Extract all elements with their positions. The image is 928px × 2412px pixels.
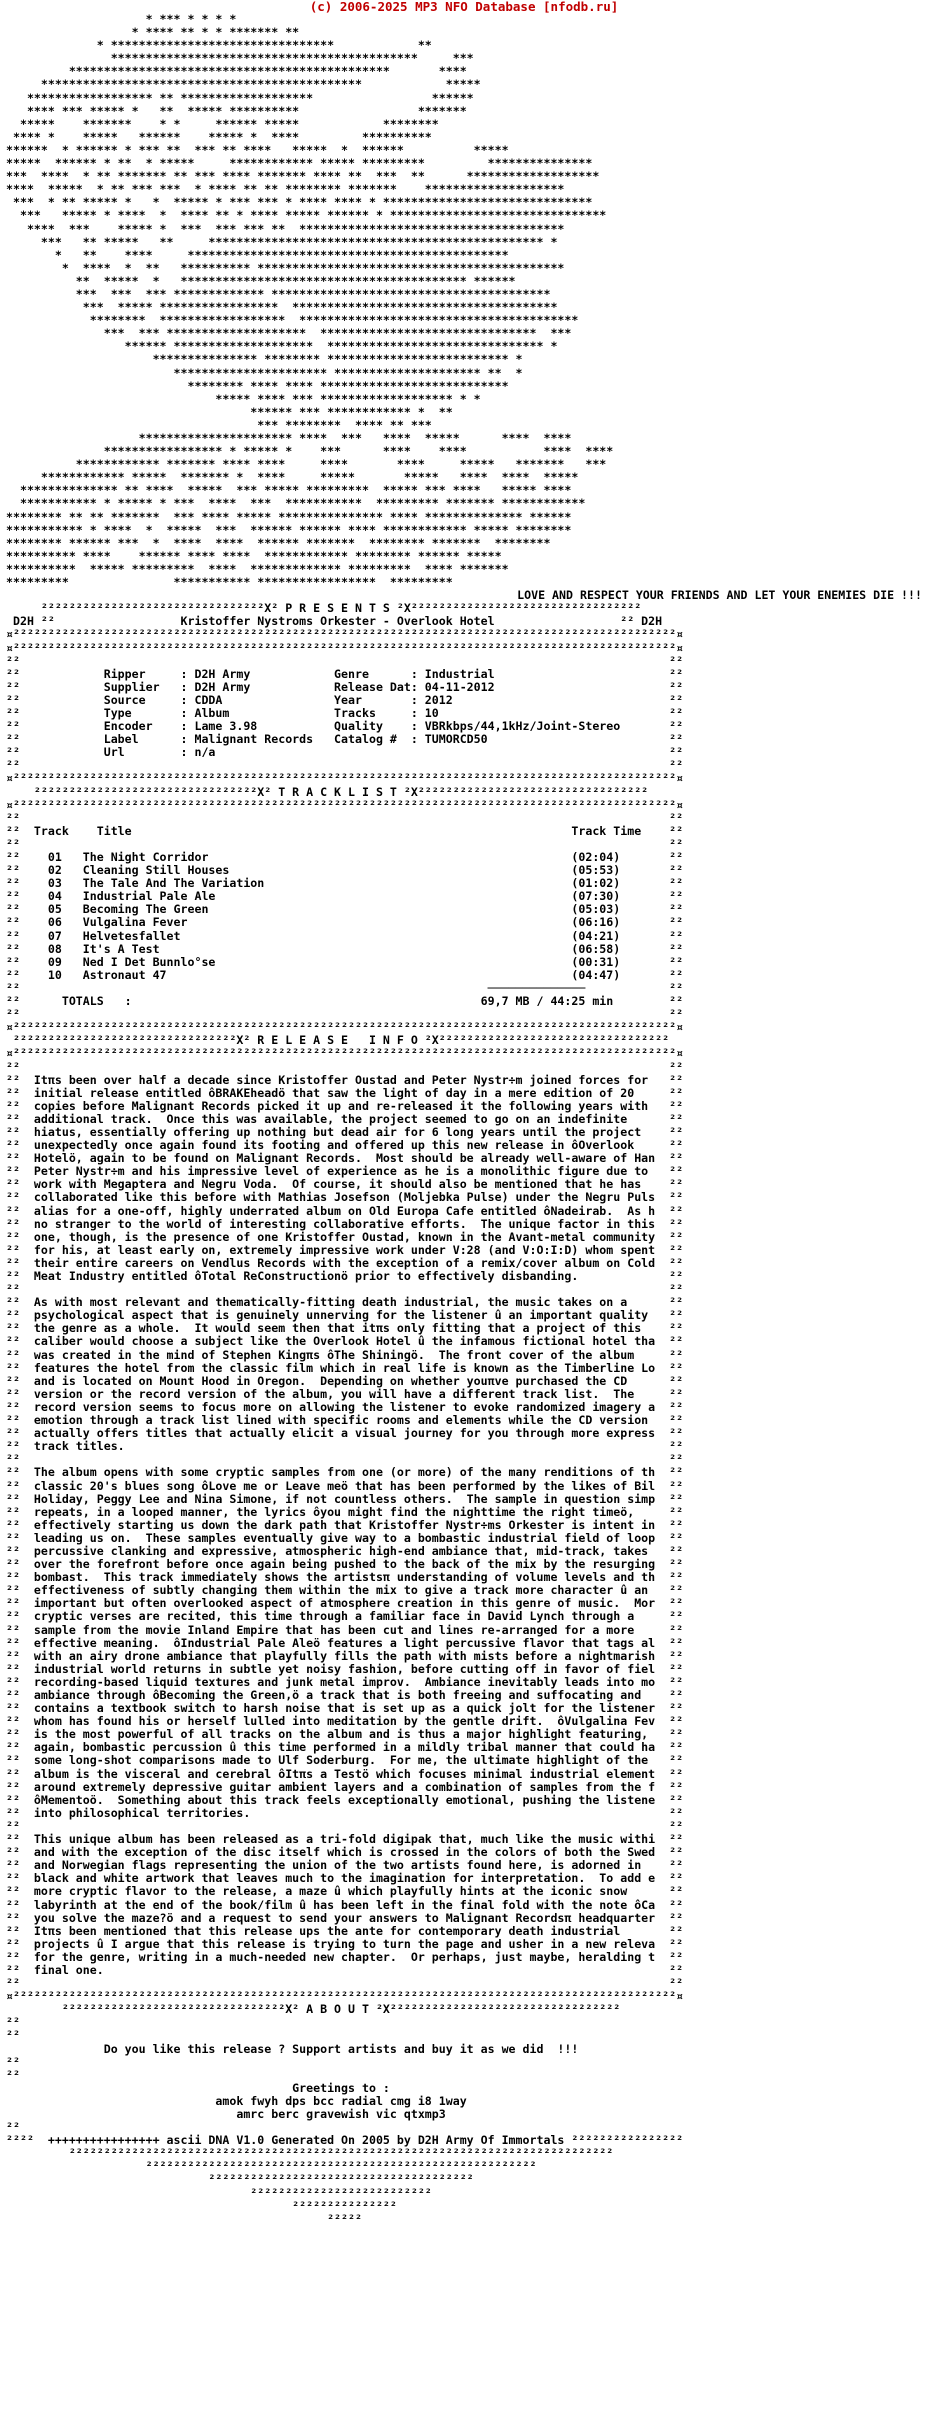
blank-row: ²² [6, 2068, 20, 2082]
ascii-art-line: ********************** **** *** **** ***** **** **** [6, 432, 572, 445]
ascii-art-line: **** *** ***** * ** ***** ********** ******* [6, 104, 467, 118]
ascii-art-line: ********** **** ****** **** **** ************ ******** ****** ***** [6, 549, 502, 563]
ascii-art-line: ********* *********** ***************** ********* [6, 576, 453, 590]
release-info-line: ²² bombast. This track immediately shows the artistsπ understanding of volume levels and th ²² [6, 1571, 684, 1585]
release-info-line: ²² labyrinth at the end of the book/film û has been left in the final fold with the note ôCa ²² [6, 1898, 684, 1912]
release-info-line: ²² ambiance through ôBecoming the Green,ö a track that is both freeing and suffocating and ²² [6, 1689, 684, 1702]
release-info-line: ²² cryptic verses are recited, this time through a familiar face in David Lynch through a ²² [6, 1610, 684, 1624]
track-row: ²² 03 The Tale And The Variation (01:02) ²² [6, 877, 684, 891]
release-info-line: ²² the genre as a whole. It would seem then that itπs only fitting that a project of this ²² [6, 1322, 684, 1336]
release-info-line: ²² final one. ²² [6, 1963, 684, 1977]
ascii-art-line: *** ** ***** ** ************************************************ * [6, 235, 558, 249]
blank-row: ²² ²² [6, 837, 684, 851]
release-info-line: ²² around extremely depressive guitar ambient layers and a combination of samples from the f ²² [6, 1780, 684, 1794]
about-text: Do you like this release ? Support artists and buy it as we did !!! [6, 2042, 684, 2056]
release-info-line: ²² classic 20's blues song ôLove me or Leave meö that has been performed by the likes of Bil ²² [6, 1479, 684, 1493]
release-info-line: ²² industrial world returns in subtle yet noisy fashion, before cutting off in favor of fiel ²² [6, 1662, 684, 1676]
blank-row: ²² ²² [6, 1977, 684, 1991]
track-row: ²² 09 Ned I Det Bunnlo°se (00:31) ²² [6, 955, 684, 969]
release-info-line: ²² Hotelö, again to be found on Malignant Records. Most should be already well-aware of Han ²² [6, 1152, 684, 1166]
ascii-art-line: *** *** *** ************* **************************************** [6, 287, 551, 301]
release-info-line: ²² again, bombastic percussion û this time performed in a mildly tribal manner that could ha ²² [6, 1741, 684, 1755]
ascii-art-line: **** * ***** ****** ***** * **** ********** [6, 130, 432, 144]
release-info-line: ²² more cryptic flavor to the release, a maze û which playfully hints at the iconic snow ²² [6, 1885, 684, 1899]
ascii-art-line: ** ***** * ***************************************** ****** [6, 274, 516, 288]
release-info-line: ²² Itπs been mentioned that this release ups the ante for contemporary death industrial ²² [6, 1924, 684, 1938]
release-info-line: ²² Peter Nystr÷m and his impressive level of experience as he is a monolithic figure due to ²² [6, 1165, 684, 1179]
release-info-line: ²² additional track. Once this was available, the project seemed to go on an indefinite ²² [6, 1112, 684, 1126]
ascii-art-line: **** ***** * ** *** *** * **** ** ** ******** ******* ******************** [6, 183, 565, 197]
release-info-line: ²² ²² [6, 1819, 684, 1833]
release-info-line: ²² contains a textbook switch to harsh noise that is set up as a quick jolt for the listener ²² [6, 1702, 684, 1716]
release-info-line: ²² projects û I argue that this release is trying to turn the page and usher in a new releva ²² [6, 1937, 684, 1951]
ascii-art-line: * *** * * * * [6, 13, 237, 26]
release-info-line: ²² no stranger to the world of interesting collaborative efforts. The unique factor in this ²² [6, 1217, 684, 1231]
ascii-art-line: *** * ** ***** * * ***** * *** *** * **** **** * ****************************** [6, 196, 593, 210]
blank-row: ²² ²² [6, 1008, 684, 1022]
release-info-line: ²² actually offers titles that actually elicit a visual journey for you through more express ²² [6, 1427, 684, 1441]
slogan: LOVE AND RESPECT YOUR FRIENDS AND LET YOUR ENEMIES DIE !!! [517, 589, 922, 603]
release-info-line: ²² black and white artwork that leaves much to the imagination for interpretation. To add e ²² [6, 1872, 684, 1886]
ascii-art-line: ******************************************** *** [6, 52, 474, 66]
release-info-line: ²² version or the record version of the album, you will have a different track list. The ²² [6, 1387, 684, 1401]
greetings-line: amok fwyh dps bcc radial cmg i8 1way [6, 2094, 684, 2108]
release-info-line: ²² with an airy drone ambiance that playfully fills the path with mists before a nightmarish ²² [6, 1649, 684, 1663]
ascii-art-line: ******** ****************** **************************************** [6, 314, 579, 328]
blank-row: ²² [6, 2121, 20, 2135]
release-info-line: ²² for his, at least early on, extremely impressive work under V:28 (and V:O:I:D) whom spent ²² [6, 1243, 684, 1257]
info-row: ²² Encoder : Lame 3.98 Quality : VBRkbps/44,1kHz/Joint-Stereo ²² [6, 720, 684, 734]
ascii-art-line: ************ ******* **** **** **** **** ***** ******* *** [6, 458, 607, 472]
release-info-line: ²² Holiday, Peggy Lee and Nina Simone, if not countless others. The sample in question simp ²² [6, 1492, 684, 1506]
blank-row: ²² ²² [6, 654, 684, 668]
release-title-row: D2H ²² Kristoffer Nystroms Orkester - Overlook Hotel ²² D2H [6, 615, 663, 629]
release-info-line: ²² effective meaning. ôIndustrial Pale Aleö features a light percussive flavor that tags al ²² [6, 1636, 684, 1650]
release-info-line: ²² emotion through a track list lined with specific rooms and elements while the CD version ²² [6, 1414, 684, 1428]
footer-decoration: ²²²²²²²²²²²²²²²²²²²²²²²²²²²²²²²²²²²²²² [6, 2173, 684, 2187]
release-info-line: ²² psychological aspect that is genuinely unnerving for the listener û an important quality ²² [6, 1309, 684, 1323]
totals-row: ²² TOTALS : 69,7 MB / 44:25 min ²² [6, 995, 684, 1009]
release-info-line: ²² record version seems to focus more on allowing the listener to evoke randomized imagery a ²² [6, 1400, 684, 1414]
track-row: ²² 01 The Night Corridor (02:04) ²² [6, 851, 684, 864]
release-info-line: ²² Meat Industry entitled ôTotal ReConstructionö prior to effectively disbanding. ²² [6, 1270, 684, 1283]
release-info-line: ²² ²² [6, 1283, 684, 1297]
ascii-art-line: *** *** ******************** ******************************* *** [6, 327, 572, 341]
frame-inner: ¤²²²²²²²²²²²²²²²²²²²²²²²²²²²²²²²²²²²²²²²²²²²²²²²²²²²²²²²²²²²²²²²²²²²²²²²²²²²²²²²²²²²²²²²²²²²²²²²¤ [6, 641, 684, 655]
ascii-art-line: *** ***** * **** * **** ** * **** ***** ****** * ******************************* [6, 209, 607, 223]
track-row: ²² 08 It's A Test (06:58) ²² [6, 942, 684, 956]
footer-decoration: ²²²²² [6, 2212, 684, 2226]
frame-top: ¤²²²²²²²²²²²²²²²²²²²²²²²²²²²²²²²²²²²²²²²²²²²²²²²²²²²²²²²²²²²²²²²²²²²²²²²²²²²²²²²²²²²²²²²²²²²²²²²¤ [6, 1047, 684, 1061]
blank-row: ²² [6, 2029, 20, 2043]
release-info-line: ²² ôMementoö. Something about this track feels exceptionally emotional, pushing the listene ²² [6, 1793, 684, 1807]
release-info-line: ²² into philosophical territories. ²² [6, 1806, 684, 1820]
release-info-line: ²² was created in the mind of Stephen Kingπs ôThe Shiningö. The front cover of the album ²² [6, 1348, 684, 1362]
ascii-art-line: *********** * ***** * *** **** *** *********** ********* ******* ************ [6, 497, 586, 511]
release-info-line: ²² whom has found his or herself lulled into meditation by the gentle drift. ôVulgalina Fev ²² [6, 1715, 684, 1729]
release-info-line: ²² caliber would choose a subject like the Overlook Hotel û the infamous fictional hotel tha ²² [6, 1335, 684, 1349]
ascii-art-logo [6, 13, 922, 602]
site-header: (c) 2006-2025 MP3 NFO Database [nfodb.ru] [309, 0, 619, 14]
release-info-line: ²² features the hotel from the classic film which in real life is known as the Timberline Lo ²² [6, 1361, 684, 1375]
release-info-line: ²² track titles. ²² [6, 1440, 684, 1454]
release-info-line: ²² initial release entitled ôBRAKEheadö that saw the light of day in a mere edition of 20 ²² [6, 1086, 684, 1100]
frame-bottom: ¤²²²²²²²²²²²²²²²²²²²²²²²²²²²²²²²²²²²²²²²²²²²²²²²²²²²²²²²²²²²²²²²²²²²²²²²²²²²²²²²²²²²²²²²²²²²²²²²¤ [6, 1021, 684, 1035]
ascii-art-line: *************** ******** ************************** * [6, 353, 523, 367]
tracklist-header: ²² Track Title Track Time ²² [6, 824, 684, 838]
frame-bottom: ¤²²²²²²²²²²²²²²²²²²²²²²²²²²²²²²²²²²²²²²²²²²²²²²²²²²²²²²²²²²²²²²²²²²²²²²²²²²²²²²²²²²²²²²²²²²²²²²²¤ [6, 1990, 684, 2004]
release-info-line: ²² important but often overlooked aspect of atmosphere creation in this genre of music. Mor ²² [6, 1597, 684, 1611]
track-row: ²² 04 Industrial Pale Ale (07:30) ²² [6, 890, 684, 904]
ascii-art-line: **** *** ***** * *** *** *** ** ************************************** [6, 222, 565, 236]
ascii-art-line: * ******************************** ** [6, 39, 432, 53]
ascii-art-line: * ** **** ********************************************** [6, 248, 509, 262]
footer-decoration: ²²²²²²²²²²²²²²²²²²²²²²²²²²²²²²²²²²²²²²²²²²²²²²²²²²²²²²²² [6, 2160, 684, 2174]
track-row: ²² 10 Astronaut 47 (04:47) ²² [6, 968, 684, 982]
ascii-art-line: ****************** ** ******************* ****** [6, 91, 474, 105]
track-row: ²² 05 Becoming The Green (05:03) ²² [6, 903, 684, 917]
release-info-line: ²² over the forefront before once again being pushed to the back of the mix by the resurging ²² [6, 1558, 684, 1572]
release-info-line: ²² for the genre, writing in a much-needed new chapter. Or perhaps, just maybe, heralding t ²² [6, 1950, 684, 1964]
track-row: ²² 06 Vulgalina Fever (06:16) ²² [6, 916, 684, 930]
ascii-art-line: *** **** * ** ******* ** *** **** ******* **** ** *** ** ******************* [6, 170, 600, 184]
track-row: ²² 02 Cleaning Still Houses (05:53) ²² [6, 864, 684, 878]
blank-row: ²² ²² [6, 1060, 684, 1074]
separator-row: ²² ────────────── ²² [6, 981, 684, 995]
release-info-line: ²² The album opens with some cryptic samples from one (or more) of the many renditions of th ²² [6, 1466, 684, 1480]
ascii-art-line: * **** * ** ********** ******************************************** [6, 261, 565, 275]
release-info-line: ²² and with the exception of the disc itself which is crossed in the colors of both the Swed ²² [6, 1846, 684, 1860]
ascii-art-line: ************ ***** ******* * **** ***** ***** **** **** ***** [6, 471, 579, 485]
release-info-banner: ²²²²²²²²²²²²²²²²²²²²²²²²²²²²²²²²X² R E L E A S E I N F O ²X²²²²²²²²²²²²²²²²²²²²²²²²²²²²²²²²² [6, 1034, 684, 1048]
ascii-art-line: ********** ***** ********* **** ************* ********* **** ******* [6, 562, 509, 576]
ascii-art-line: ************** ** **** ***** *** ***** ********* ***** *** **** ***** **** [6, 484, 572, 498]
release-info-line: ²² ²² [6, 1453, 684, 1467]
footer-line: ²²²² ++++++++++++++++ ascii DNA V1.0 Generated On 2005 by D2H Army Of Immortals ²²²²²²²²²²²²²²²² [6, 2134, 684, 2148]
release-info-line: ²² effectiveness of subtly changing them within the mix to give a track more character û an ²² [6, 1584, 684, 1598]
info-row: ²² Type : Album Tracks : 10 ²² [6, 706, 684, 720]
info-row: ²² Ripper : D2H Army Genre : Industrial ²² [6, 667, 684, 681]
release-info-line: ²² their entire careers on Vendlus Records with the exception of a remix/cover album on Cold ²² [6, 1256, 684, 1270]
release-info-line: ²² hiatus, essentially offering up nothing but dead air for 6 long years until the project ²² [6, 1125, 684, 1139]
greetings-label: Greetings to : [6, 2081, 684, 2095]
ascii-art-line: ****** *** ************ * ** [6, 405, 453, 419]
release-info-line: ²² collaborated like this before with Mathias Josefson (Moljebka Pulse) under the Negru Puls ²² [6, 1191, 684, 1205]
frame-top: ¤²²²²²²²²²²²²²²²²²²²²²²²²²²²²²²²²²²²²²²²²²²²²²²²²²²²²²²²²²²²²²²²²²²²²²²²²²²²²²²²²²²²²²²²²²²²²²²²¤ [6, 798, 684, 812]
release-info-line: ²² percussive clanking and expressive, atmospheric high-end ambiance that, mid-track, takes ²² [6, 1544, 684, 1558]
track-row: ²² 07 Helvetesfallet (04:21) ²² [6, 929, 684, 943]
release-info-line: ²² sample from the movie Inland Empire that has been cut and lines re-arranged for a more ²² [6, 1623, 684, 1637]
release-info-line: ²² As with most relevant and thematically-fitting death industrial, the music takes on a ²² [6, 1296, 684, 1310]
ascii-art-line: ***** ******* * * ****** ***** ******** [6, 117, 439, 131]
release-info-line: ²² album is the visceral and cerebral ôItπs a Testö which focuses minimal industrial element ²² [6, 1767, 684, 1781]
release-info-line: ²² recording-based liquid textures and junk metal improv. Ambiance inevitably leads into mo ²² [6, 1675, 684, 1689]
info-row: ²² Url : n/a ²² [6, 746, 684, 760]
release-info-line: ²² effectively starting us down the dark path that Kristoffer Nystr÷ms Orkester is intent in ²² [6, 1518, 684, 1532]
release-info-line: ²² you solve the maze?ö and a request to send your answers to Malignant Recordsπ headquarter ²² [6, 1911, 684, 1925]
release-info-line: ²² is the most powerful of all tracks on the album and is thus a major highlight featuring, ²² [6, 1728, 684, 1742]
ascii-art-line: ****** ******************** ******************************* * [6, 340, 558, 354]
ascii-art-line: ***************** * ***** * *** **** **** **** **** [6, 445, 614, 459]
release-info-line: ²² copies before Malignant Records picked it up and re-released it the following years with ²² [6, 1099, 684, 1113]
frame-top: ¤²²²²²²²²²²²²²²²²²²²²²²²²²²²²²²²²²²²²²²²²²²²²²²²²²²²²²²²²²²²²²²²²²²²²²²²²²²²²²²²²²²²²²²²²²²²²²²²¤ [6, 628, 684, 642]
blank-row: ²² ²² [6, 811, 684, 825]
ascii-art-line: *** ******** **** ** *** [6, 418, 432, 432]
ascii-art-line: ******** **** **** *************************** [6, 379, 509, 393]
ascii-art-line: ********************** ********************* ** * [6, 366, 523, 380]
greetings-line: amrc berc gravewish vic qtxmp3 [6, 2108, 684, 2121]
blank-row: ²² [6, 2055, 20, 2069]
frame-bottom: ¤²²²²²²²²²²²²²²²²²²²²²²²²²²²²²²²²²²²²²²²²²²²²²²²²²²²²²²²²²²²²²²²²²²²²²²²²²²²²²²²²²²²²²²²²²²²²²²²¤ [6, 772, 684, 786]
about-banner: ²²²²²²²²²²²²²²²²²²²²²²²²²²²²²²²²X² A B O U T ²X²²²²²²²²²²²²²²²²²²²²²²²²²²²²²²²²² [6, 2003, 684, 2017]
ascii-art-line: ********************************************** ***** [6, 78, 481, 92]
ascii-art-line: ******** ** ** ******* *** **** ***** *************** **** ************** ****** [6, 510, 572, 524]
release-info-line: ²² work with Megaptera and Negru Voda. Of course, it should also be mentioned that he has ²² [6, 1178, 684, 1192]
release-info-line: ²² This unique album has been released as a tri-fold digipak that, much like the music withi ²² [6, 1833, 684, 1847]
release-info-line: ²² Itπs been over half a decade since Kristoffer Oustad and Peter Nystr÷m joined forces for ²² [6, 1073, 684, 1087]
release-info-line: ²² some long-shot comparisons made to Ulf Soderburg. For me, the ultimate highlight of the ²² [6, 1754, 684, 1768]
blank-row: ²² ²² [6, 759, 684, 773]
ascii-art-line: ******** ****** *** * **** **** ****** ******* ******** ******* ******** [6, 536, 551, 550]
release-info-line: ²² leading us on. These samples eventually give way to a bombastic industrial field of loop ²² [6, 1531, 684, 1545]
ascii-art-line: ***** **** *** ******************* * * [6, 392, 481, 406]
release-info-line: ²² repeats, in a looped manner, the lyrics ôyou might find the nighttime the right timeö, ²² [6, 1505, 684, 1519]
ascii-art-line: *** ***** ***************** ************************************** [6, 301, 558, 315]
footer-decoration: ²²²²²²²²²²²²²²²²²²²²²²²²²² [6, 2186, 684, 2200]
ascii-art-line: ***** ****** * ** * ***** ************ ***** ********* *************** [6, 157, 593, 171]
info-row: ²² Source : CDDA Year : 2012 ²² [6, 693, 684, 707]
presents-banner: ²²²²²²²²²²²²²²²²²²²²²²²²²²²²²²²²X² P R E S E N T S ²X²²²²²²²²²²²²²²²²²²²²²²²²²²²²²²²²² [6, 602, 684, 616]
release-info-line: ²² and Norwegian flags representing the union of the two artists found here, is adorned in ²² [6, 1859, 684, 1873]
nfo-document [6, 0, 922, 2226]
release-info-line: ²² and is located on Mount Hood in Oregon. Depending on whether youπve purchased the CD ²² [6, 1374, 684, 1388]
nfo-body [6, 602, 922, 2226]
footer-decoration: ²²²²²²²²²²²²²²² [6, 2199, 684, 2213]
ascii-art-line: * **** ** * * ******* ** [6, 26, 300, 40]
release-info-line: ²² alias for a one-off, highly underrated album on Old Europa Cafe entitled ôNadeirab. As h ²² [6, 1204, 684, 1218]
footer-decoration: ²²²²²²²²²²²²²²²²²²²²²²²²²²²²²²²²²²²²²²²²²²²²²²²²²²²²²²²²²²²²²²²²²²²²²²²²²²²²²² [6, 2147, 684, 2161]
ascii-art-line: *********** * **** * ***** *** ****** ****** **** ************ ***** ******** [6, 523, 572, 537]
tracklist-banner: ²²²²²²²²²²²²²²²²²²²²²²²²²²²²²²²²X² T R A C K L I S T ²X²²²²²²²²²²²²²²²²²²²²²²²²²²²²²²²²² [6, 785, 684, 799]
blank-row: ²² [6, 2016, 20, 2030]
info-row: ²² Supplier : D2H Army Release Dat: 04-11-2012 ²² [6, 680, 684, 694]
release-info-line: ²² unexpectedly once again found its footing and offered up this new release in ôOverlook ²² [6, 1139, 684, 1153]
release-info-line: ²² one, though, is the presence of one Kristoffer Oustad, known in the Avant-metal community ²² [6, 1230, 684, 1244]
ascii-art-line: ********************************************** **** [6, 65, 467, 79]
ascii-art-line: ****** * ****** * *** ** *** ** **** ***** * ****** ***** [6, 143, 509, 157]
info-row: ²² Label : Malignant Records Catalog # : TUMORCD50 ²² [6, 733, 684, 747]
